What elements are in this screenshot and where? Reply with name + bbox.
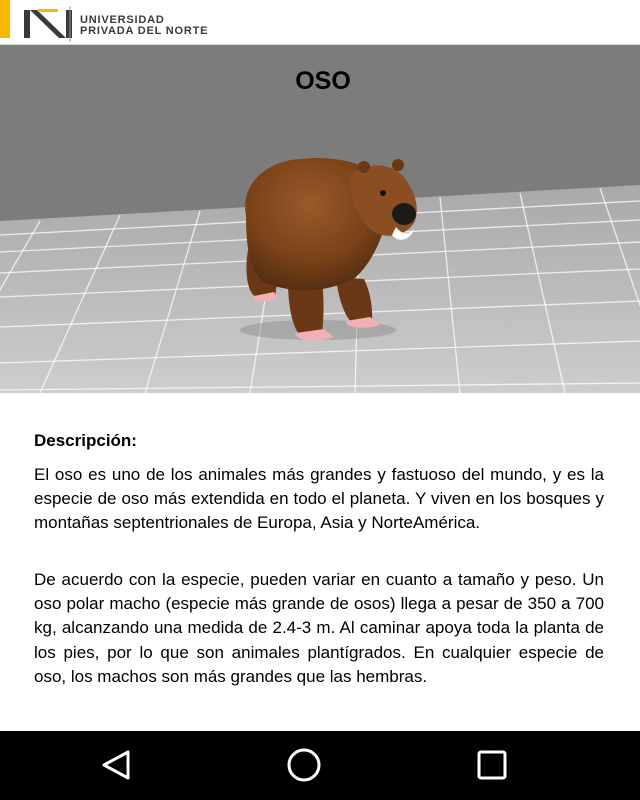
logo-line-1: UNIVERSIDAD <box>80 14 165 26</box>
header-accent-bar <box>0 0 10 38</box>
logo-line-2: PRIVADA DEL NORTE <box>80 25 209 37</box>
grid-floor <box>0 45 640 393</box>
upn-logo-text <box>80 15 208 37</box>
description-paragraph-2: De acuerdo con la especie, pueden variar en cuanto a tamaño y peso. Un oso polar macho (especie más grande de osos) llega a pesar de 350 a 700 kg, alcanzando una medida de 2.4-3 m. Al caminar apoya toda la planta de los pies, por lo que son animales plantígrados. En cualquier especie de oso, los machos son más grandes que las hembras. <box>34 570 604 686</box>
description-section <box>0 393 640 731</box>
upn-logo-icon <box>24 4 72 42</box>
recent-apps-button[interactable] <box>464 743 520 787</box>
back-triangle-icon <box>98 747 134 783</box>
home-circle-icon <box>284 745 324 785</box>
model-title: OSO <box>295 67 351 95</box>
home-button[interactable] <box>276 743 332 787</box>
model-viewer[interactable] <box>0 45 640 393</box>
back-button[interactable] <box>88 743 144 787</box>
system-nav-bar <box>0 731 640 800</box>
app-header <box>0 0 640 45</box>
description-paragraph-1: El oso es uno de los animales más grandes y fastuoso del mundo, y es la especie de oso más extendida en todo el planeta. Y viven en los bosques y montañas septentrionales de Europa, Asia y NorteAmérica. <box>34 465 604 533</box>
recent-square-icon <box>474 747 510 783</box>
description-heading: Descripción: <box>34 431 137 450</box>
